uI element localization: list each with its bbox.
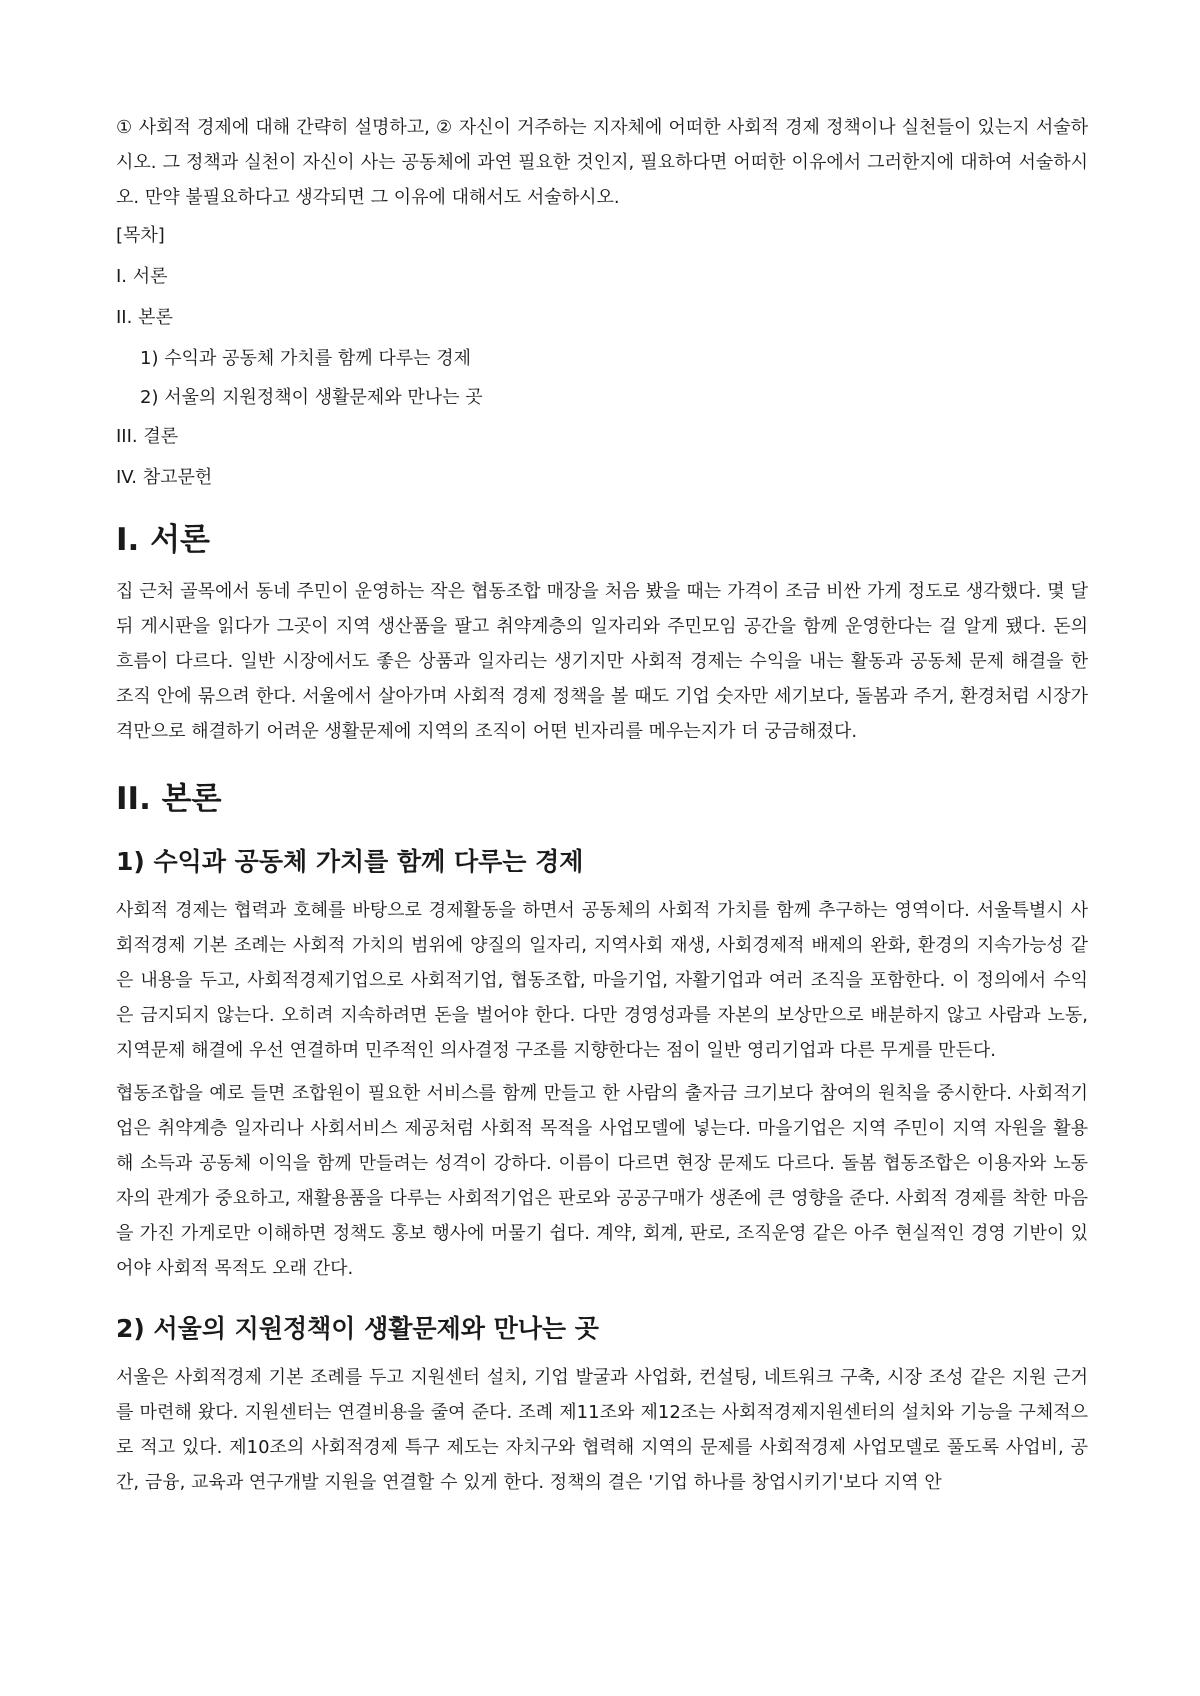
intro-heading: I. 서론	[116, 522, 210, 558]
assignment-prompt: ① 사회적 경제에 대해 간략히 설명하고, ② 자신이 거주하는 지자체에 어떠한 사회적 경제 정책이나 실천들이 있는지 서술하시오. 그 정책과 실천이 자신이 사는 공동체에 과연 필요한 것인지, 필요하다면 어떠한 이유에서 그러한지에 대하여 서술하시오. 만약 불필요하다고 생각되면 그 이유에 대해서도 서술하시오.	[116, 117, 1088, 208]
toc-item-references: IV. 참고문헌	[116, 467, 213, 488]
section-1-heading: 1) 수익과 공동체 가치를 함께 다루는 경제	[116, 847, 584, 876]
toc-item-body: II. 본론	[116, 307, 173, 328]
table-of-contents	[116, 223, 1088, 490]
toc-item-body-section-1: 1) 수익과 공동체 가치를 함께 다루는 경제	[140, 348, 472, 369]
toc-item-conclusion: III. 결론	[116, 426, 179, 447]
section-2-paragraph-1: 서울은 사회적경제 기본 조례를 두고 지원센터 설치, 기업 발굴과 사업화, 컨설팅, 네트워크 구축, 시장 조성 같은 지원 근거를 마련해 왔다. 지원센터는 연결비용을 줄여 준다. 조례 제11조와 제12조는 사회적경제지원센터의 설치와 기능을 구체적으로 적고 있다. 제10조의 사회적경제 특구 제도는 자치구와 협력해 지역의 문제를 사회적경제 사업모델로 풀도록 사업비, 공간, 금융, 교육과 연구개발 지원을 연결할 수 있게 한다. 정책의 결은 '기업 하나를 창업시키기'보다 지역 안	[116, 1367, 1088, 1493]
toc-item-intro: I. 서론	[116, 266, 168, 287]
toc-item-body-section-2: 2) 서울의 지원정책이 생활문제와 만나는 곳	[140, 387, 483, 408]
toc-heading: [목차]	[116, 225, 165, 246]
body-heading: II. 본론	[116, 781, 222, 817]
section-2-heading: 2) 서울의 지원정책이 생활문제와 만나는 곳	[116, 1314, 599, 1343]
section-1-paragraph-1: 사회적 경제는 협력과 호혜를 바탕으로 경제활동을 하면서 공동체의 사회적 가치를 함께 추구하는 영역이다. 서울특별시 사회적경제 기본 조례는 사회적 가치의 범위에 양질의 일자리, 지역사회 재생, 사회경제적 배제의 완화, 환경의 지속가능성 같은 내용을 두고, 사회적경제기업으로 사회적기업, 협동조합, 마을기업, 자활기업과 여러 조직을 포함한다. 이 정의에서 수익은 금지되지 않는다. 오히려 지속하려면 돈을 벌어야 한다. 다만 경영성과를 자본의 보상만으로 배분하지 않고 사람과 노동, 지역문제 해결에 우선 연결하며 민주적인 의사결정 구조를 지향한다는 점이 일반 영리기업과 다른 무게를 만든다.	[116, 900, 1088, 1061]
section-1-paragraph-2: 협동조합을 예로 들면 조합원이 필요한 서비스를 함께 만들고 한 사람의 출자금 크기보다 참여의 원칙을 중시한다. 사회적기업은 취약계층 일자리나 사회서비스 제공처럼 사회적 목적을 사업모델에 넣는다. 마을기업은 지역 주민이 지역 자원을 활용해 소득과 공동체 이익을 함께 만들려는 성격이 강하다. 이름이 다르면 현장 문제도 다르다. 돌봄 협동조합은 이용자와 노동자의 관계가 중요하고, 재활용품을 다루는 사회적기업은 판로와 공공구매가 생존에 큰 영향을 준다. 사회적 경제를 착한 마음을 가진 가게로만 이해하면 정책도 홍보 행사에 머물기 쉽다. 계약, 회계, 판로, 조직운영 같은 아주 현실적인 경영 기반이 있어야 사회적 목적도 오래 간다.	[116, 1083, 1088, 1279]
intro-paragraph: 집 근처 골목에서 동네 주민이 운영하는 작은 협동조합 매장을 처음 봤을 때는 가격이 조금 비싼 가게 정도로 생각했다. 몇 달 뒤 게시판을 읽다가 그곳이 지역 생산품을 팔고 취약계층의 일자리와 주민모임 공간을 함께 운영한다는 걸 알게 됐다. 돈의 흐름이 다르다. 일반 시장에서도 좋은 상품과 일자리는 생기지만 사회적 경제는 수익을 내는 활동과 공동체 문제 해결을 한 조직 안에 묶으려 한다. 서울에서 살아가며 사회적 경제 정책을 볼 때도 기업 숫자만 세기보다, 돌봄과 주거, 환경처럼 시장가격만으로 해결하기 어려운 생활문제에 지역의 조직이 어떤 빈자리를 메우는지가 더 궁금해졌다.	[116, 581, 1088, 742]
